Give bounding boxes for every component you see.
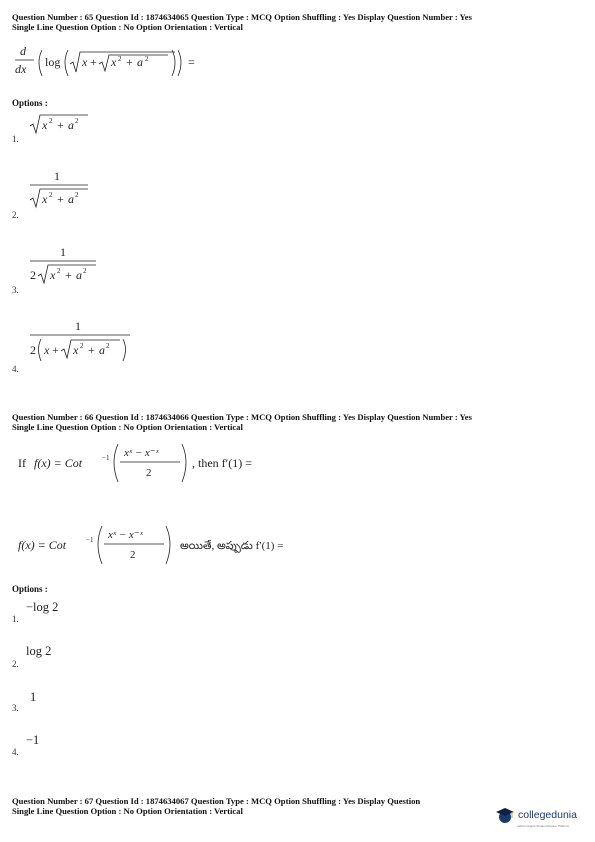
q66-te-lhs: f(x) = Cot [18, 538, 67, 552]
q66-option-4-number: 4. [12, 747, 19, 757]
svg-text:2: 2 [80, 342, 84, 350]
q65-option-2-expr [28, 166, 98, 210]
svg-text:+: + [52, 343, 59, 357]
q66-option-4-value: −1 [26, 733, 40, 747]
svg-text:x: x [42, 118, 48, 132]
q65-option-3-number: 3. [12, 285, 19, 295]
q65-x2: x [111, 55, 117, 69]
q66-header-line2: Single Line Question Option : No Option Orientation : Vertical [12, 422, 243, 432]
q65-header-line1: Question Number : 65 Question Id : 1874634065 Question Type : MCQ Option Shuffling : Yes Display Question Number : Yes [12, 12, 472, 22]
q65-option-3-numerator: 1 [60, 245, 66, 259]
svg-text:2: 2 [49, 191, 53, 199]
q66-en-num: xˣ − x⁻ˣ [124, 447, 159, 459]
q67-header [12, 796, 420, 816]
svg-text:2: 2 [83, 267, 87, 275]
q65-plus: + [90, 55, 97, 69]
logo-name: collegedunia [518, 809, 577, 821]
svg-text:a: a [68, 192, 74, 206]
svg-text:a: a [99, 343, 105, 357]
q65-option-4-expr [28, 316, 138, 364]
q66-options-label: Options : [12, 584, 48, 594]
svg-text:x: x [44, 343, 50, 357]
svg-text:2: 2 [57, 267, 61, 275]
collegedunia-logo [495, 806, 591, 828]
graduation-cap-icon [495, 806, 515, 824]
q66-header-line1: Question Number : 66 Question Id : 1874634066 Question Type : MCQ Option Shuffling : Yes Display Question Number : Yes [12, 412, 472, 422]
svg-text:+: + [126, 55, 133, 69]
q65-option-1-expr [28, 112, 98, 136]
q65-options-label: Options : [12, 98, 48, 108]
svg-text:2: 2 [30, 343, 36, 357]
svg-text:+: + [57, 118, 64, 132]
q65-d: d [20, 44, 26, 58]
q66-te-suffix: అయితే, అప్పుడు f′(1) = [180, 540, 284, 552]
q66-te-den: 2 [130, 549, 136, 561]
q66-header [12, 412, 472, 432]
svg-text:x: x [42, 192, 48, 206]
q66-en-suffix: , then f′(1) = [192, 456, 253, 470]
q66-en-lhs: f(x) = Cot [34, 456, 83, 470]
q66-te-num: xˣ − x⁻ˣ [108, 529, 143, 541]
q65-question-math [10, 42, 210, 82]
q66-question-te [14, 522, 334, 570]
q66-option-2-number: 2. [12, 659, 19, 669]
svg-text:a: a [76, 268, 82, 282]
q66-question-en [14, 440, 284, 488]
q66-en-den: 2 [146, 467, 152, 479]
svg-text:+: + [57, 192, 64, 206]
q65-a2: a [137, 55, 143, 69]
q65-log: log [45, 55, 61, 69]
q66-option-3-number: 3. [12, 703, 19, 713]
svg-text:a: a [68, 118, 74, 132]
logo-tagline: India's largest Student Review Platform [517, 824, 570, 828]
q65-x: x [82, 55, 88, 69]
q65-header-line2: Single Line Question Option : No Option Orientation : Vertical [12, 22, 243, 32]
q66-en-prefix: If [18, 456, 26, 470]
svg-text:x: x [73, 343, 79, 357]
svg-text:+: + [88, 343, 95, 357]
q65-option-3-expr [28, 242, 108, 286]
q65-option-4-numerator: 1 [75, 319, 81, 333]
svg-text:2: 2 [49, 117, 53, 125]
q66-option-1-value: −log 2 [26, 600, 59, 614]
svg-text:2: 2 [106, 342, 110, 350]
q67-header-line1: Question Number : 67 Question Id : 1874634067 Question Type : MCQ Option Shuffling : Yes Display Question [12, 796, 421, 806]
q66-option-1-number: 1. [12, 614, 19, 624]
q66-option-2-value: log 2 [26, 644, 52, 658]
q65-option-2-number: 2. [12, 210, 19, 220]
q66-en-inv: −1 [102, 454, 110, 462]
q66-option-3-value: 1 [30, 690, 37, 704]
q65-header [12, 12, 472, 32]
svg-text:2: 2 [30, 268, 36, 282]
svg-text:2: 2 [75, 117, 79, 125]
q65-option-4-number: 4. [12, 364, 19, 374]
q65-dx: dx [15, 62, 27, 76]
svg-text:+: + [65, 268, 72, 282]
svg-text:x: x [50, 268, 56, 282]
q65-option-2-numerator: 1 [54, 169, 60, 183]
q65-equals: = [188, 55, 195, 69]
q66-te-inv: −1 [86, 536, 94, 544]
svg-text:2: 2 [75, 191, 79, 199]
q67-header-line2: Single Line Question Option : No Option Orientation : Vertical [12, 806, 243, 816]
q65-option-1-number: 1. [12, 134, 19, 144]
q65-sup-a: 2 [145, 55, 149, 63]
q65-sup-x: 2 [118, 55, 122, 63]
